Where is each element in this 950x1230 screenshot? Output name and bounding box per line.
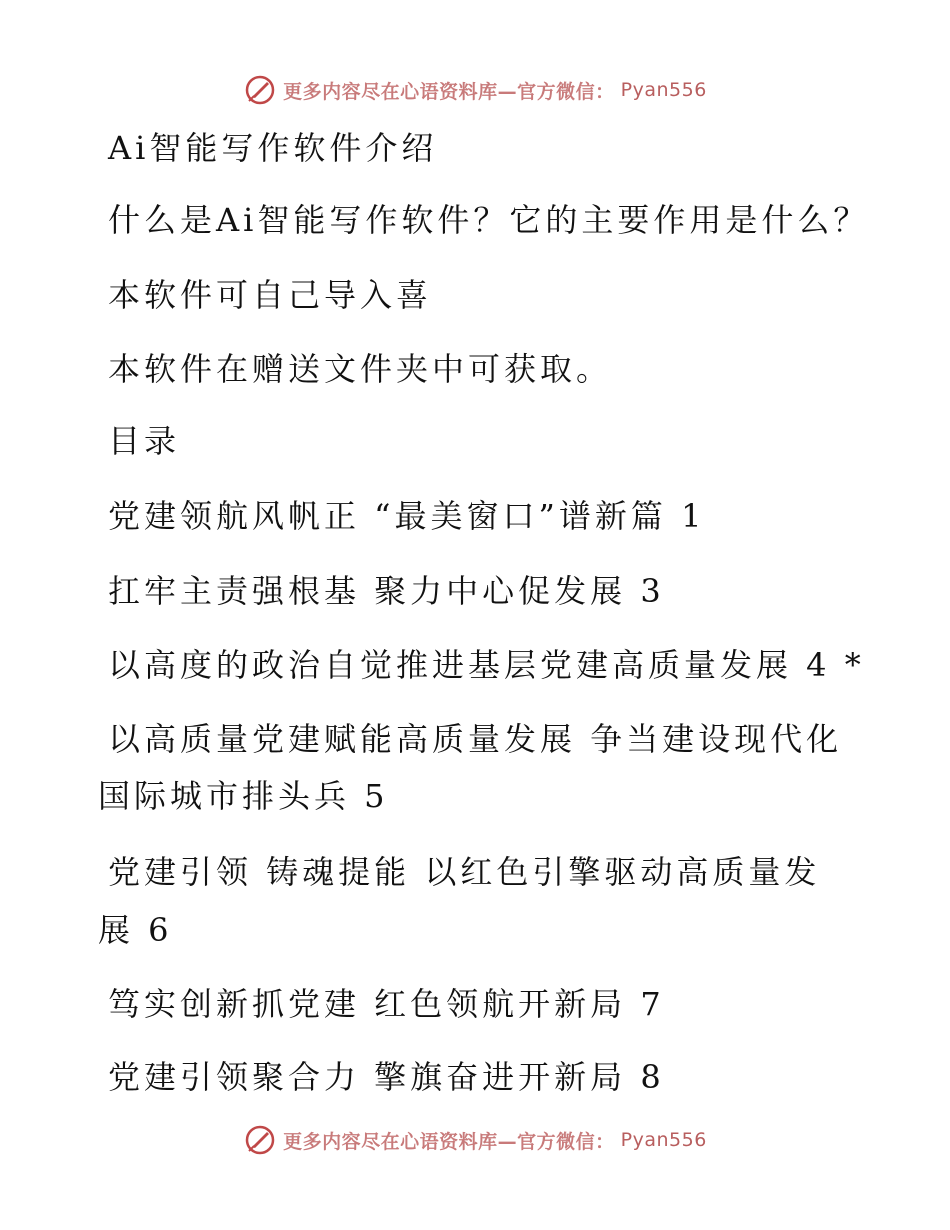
- quill-seal-icon: [243, 73, 277, 107]
- watermark-text: 更多内容尽在心语资料库—官方微信：: [283, 80, 615, 103]
- toc-heading: 目录: [108, 422, 181, 460]
- watermark-wechat-id: Pyan556: [620, 79, 707, 101]
- doc-title: Ai智能写作软件介绍: [108, 129, 438, 167]
- doc-question: 什么是Ai智能写作软件？它的主要作用是什么？: [108, 201, 870, 239]
- toc-entry: 扛牢主责强根基 聚力中心促发展 3: [108, 572, 665, 610]
- watermark-wechat-id: Pyan556: [620, 1129, 707, 1151]
- toc-entry: 笃实创新抓党建 红色领航开新局 7: [108, 985, 665, 1023]
- watermark-text: 更多内容尽在心语资料库—官方微信：: [283, 1130, 615, 1153]
- toc-entry: 党建领航风帆正 “最美窗口”谱新篇 1: [108, 497, 706, 535]
- toc-entry-continuation: 展 6: [98, 911, 173, 949]
- toc-entry: 党建引领聚合力 擎旗奋进开新局 8: [108, 1058, 665, 1096]
- toc-entry-continuation: 国际城市排头兵 5: [98, 777, 389, 815]
- toc-entry: 以高质量党建赋能高质量发展 争当建设现代化: [108, 720, 843, 758]
- header-watermark: [0, 70, 950, 110]
- doc-paragraph: 本软件可自己导入喜: [108, 276, 433, 314]
- quill-seal-icon: [243, 1123, 277, 1157]
- doc-paragraph: 本软件在赠送文件夹中可获取。: [108, 350, 613, 388]
- footer-watermark: [0, 1120, 950, 1160]
- toc-entry: 党建引领 铸魂提能 以红色引擎驱动高质量发: [108, 853, 821, 891]
- toc-entry: 以高度的政治自觉推进基层党建高质量发展 4 *: [108, 646, 865, 684]
